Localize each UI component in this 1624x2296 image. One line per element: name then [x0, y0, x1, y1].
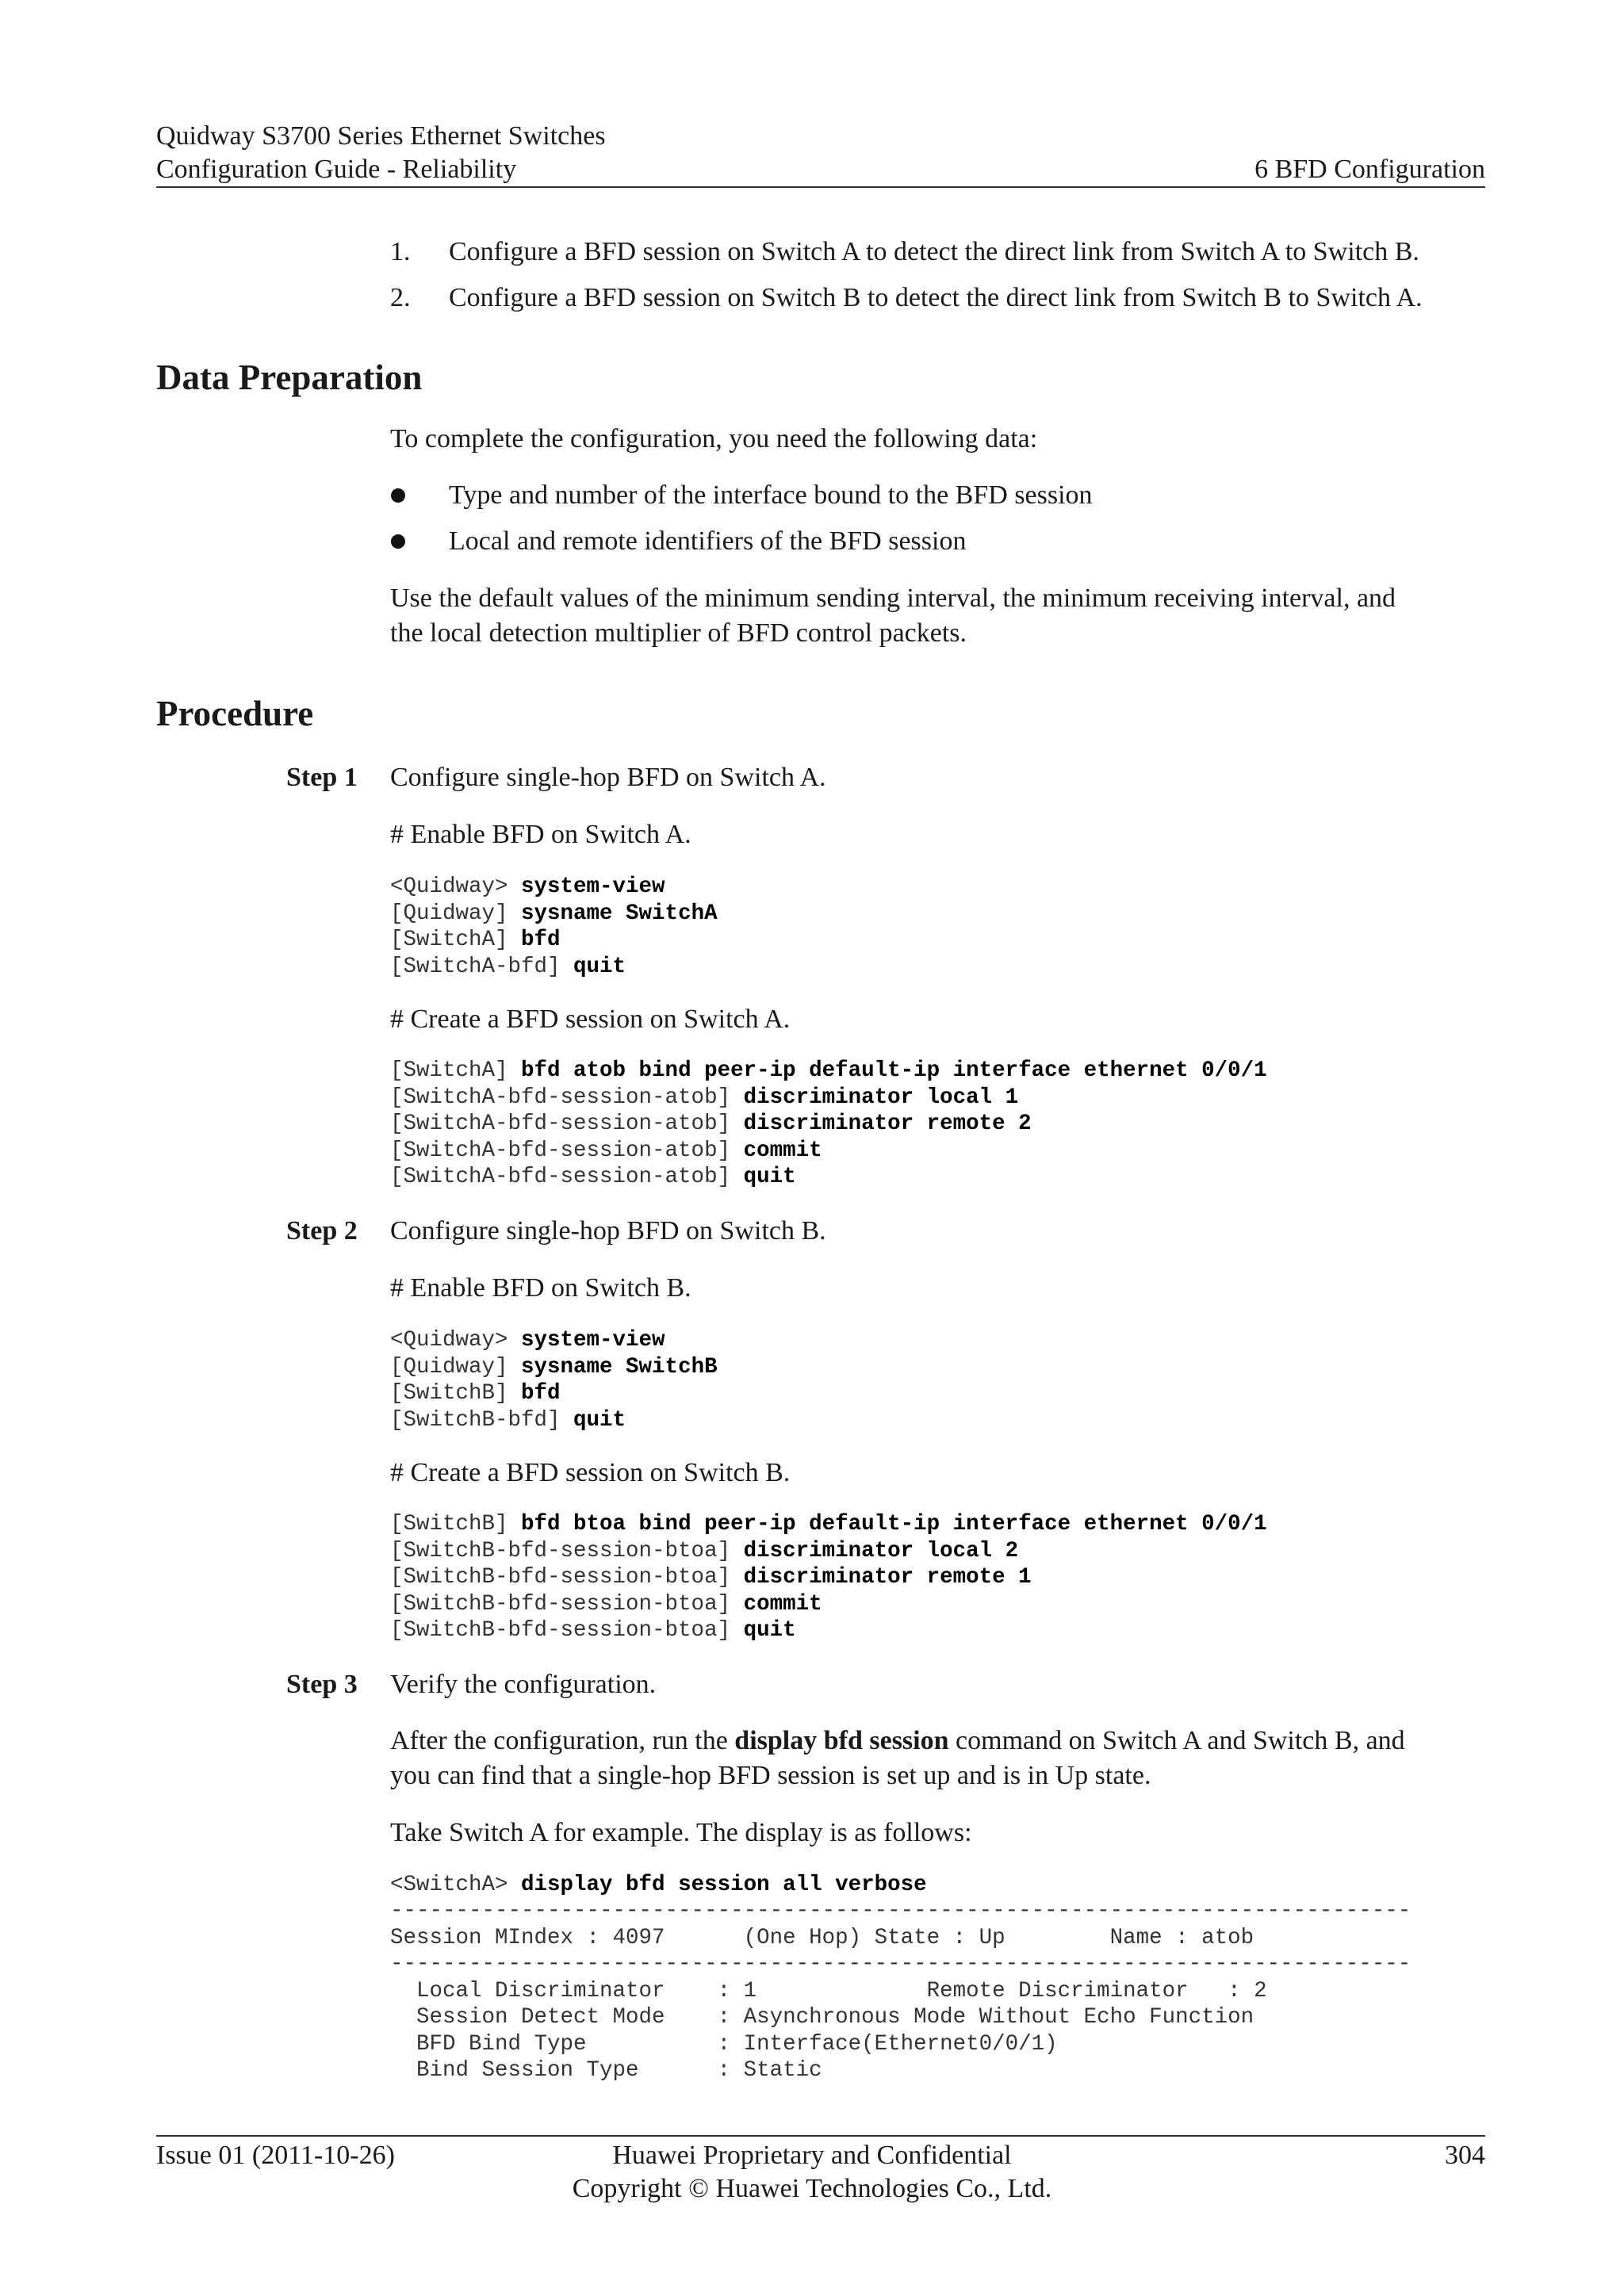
- code-prompt: <Quidway>: [390, 1328, 522, 1353]
- output-line: Local Discriminator : 1 Remote Discriminator : 2: [390, 1978, 1267, 2003]
- output-line: Bind Session Type : Static: [390, 2058, 822, 2083]
- code-command: quit: [573, 954, 626, 979]
- bullet-icon: [391, 534, 405, 549]
- step3-title: Verify the configuration.: [390, 1670, 657, 1699]
- procedure-heading: Procedure: [156, 694, 314, 733]
- footer-copyright: Copyright © Huawei Technologies Co., Ltd.: [572, 2174, 1052, 2203]
- data-prep-bullet-2: Local and remote identifiers of the BFD session: [449, 526, 967, 556]
- step3-para1-line2: you can find that a single-hop BFD session is set up and is in Up state.: [390, 1761, 1151, 1790]
- code-prompt: [Quidway]: [390, 901, 522, 926]
- code-line: [390, 1138, 1267, 1165]
- step1-enable-comment: # Enable BFD on Switch A.: [390, 820, 691, 849]
- output-line: Session Detect Mode : Asynchronous Mode Without Echo Function: [390, 2005, 1254, 2030]
- code-line: [390, 1617, 1267, 1644]
- footer-issue: Issue 01 (2011-10-26): [156, 2141, 395, 2170]
- step3-para1-pre: After the configuration, run the: [390, 1726, 735, 1755]
- code-line: [390, 1407, 718, 1434]
- code-prompt: [SwitchA-bfd-session-atob]: [390, 1165, 744, 1189]
- code-command: commit: [743, 1138, 822, 1163]
- intro-item-1: Configure a BFD session on Switch A to detect the direct link from Switch A to Switch B.: [449, 237, 1419, 266]
- step3-label: Step 3: [286, 1670, 358, 1699]
- step2-enable-code: [390, 1327, 718, 1433]
- code-command: sysname SwitchB: [521, 1354, 718, 1380]
- code-prompt: [SwitchB-bfd-session-btoa]: [390, 1591, 744, 1617]
- code-prompt: [SwitchA]: [390, 928, 522, 952]
- code-command: sysname SwitchA: [521, 901, 718, 926]
- display-prompt: <SwitchA>: [390, 1873, 522, 1897]
- output-line: ------------------------------------------------------------------------------: [390, 1899, 1411, 1923]
- intro-item-2: Configure a BFD session on Switch B to detect the direct link from Switch B to Switch A.: [449, 283, 1423, 312]
- code-command: bfd: [521, 1381, 561, 1406]
- step2-label: Step 2: [286, 1216, 358, 1246]
- data-prep-note-line2: the local detection multiplier of BFD control packets.: [390, 618, 967, 648]
- data-prep-intro: To complete the configuration, you need the following data:: [390, 424, 1038, 453]
- step2-create-comment: # Create a BFD session on Switch B.: [390, 1458, 791, 1487]
- code-command: commit: [743, 1591, 822, 1617]
- code-prompt: [SwitchA-bfd]: [390, 954, 574, 979]
- step3-display-command: [390, 1872, 927, 1899]
- footer-confidential: Huawei Proprietary and Confidential: [612, 2141, 1012, 2170]
- code-line: [390, 1538, 1267, 1565]
- code-prompt: <Quidway>: [390, 874, 522, 899]
- code-prompt: [Quidway]: [390, 1354, 522, 1380]
- bullet-icon: [391, 488, 405, 503]
- footer-rule: [156, 2135, 1485, 2137]
- code-line: [390, 1164, 1267, 1191]
- step1-label: Step 1: [286, 763, 358, 792]
- data-prep-note-line1: Use the default values of the minimum sending interval, the minimum receiving interval, and: [390, 584, 1396, 613]
- code-command: bfd: [521, 928, 561, 952]
- step1-create-comment: # Create a BFD session on Switch A.: [390, 1004, 791, 1034]
- step1-create-code: [390, 1058, 1267, 1191]
- header-product: Quidway S3700 Series Ethernet Switches: [156, 121, 606, 151]
- code-command: discriminator local 2: [743, 1538, 1019, 1563]
- code-command: bfd btoa bind peer-ip default-ip interface ethernet 0/0/1: [521, 1512, 1267, 1536]
- code-prompt: [SwitchA-bfd-session-atob]: [390, 1085, 744, 1110]
- code-line: [390, 1111, 1267, 1138]
- code-prompt: [SwitchA-bfd-session-atob]: [390, 1138, 744, 1163]
- step3-para2: Take Switch A for example. The display is as follows:: [390, 1818, 972, 1847]
- code-command: discriminator remote 2: [743, 1112, 1032, 1136]
- code-prompt: [SwitchB-bfd-session-btoa]: [390, 1618, 744, 1643]
- code-prompt: [SwitchA]: [390, 1058, 522, 1083]
- code-line: [390, 901, 718, 928]
- code-line: [390, 1085, 1267, 1112]
- code-line: [390, 1511, 1267, 1538]
- display-bfd-session-command: display bfd session: [734, 1726, 949, 1755]
- footer-page-number: 304: [1445, 2141, 1485, 2170]
- code-command: discriminator remote 1: [743, 1565, 1032, 1590]
- code-line: [390, 1564, 1267, 1591]
- code-line: [390, 927, 718, 954]
- step2-title: Configure single-hop BFD on Switch B.: [390, 1216, 826, 1246]
- code-prompt: [SwitchB]: [390, 1381, 522, 1406]
- output-line: Session MIndex : 4097 (One Hop) State : Up Name : atob: [390, 1925, 1254, 1950]
- header-rule: [156, 186, 1485, 188]
- code-line: [390, 874, 718, 901]
- code-prompt: [SwitchA-bfd-session-atob]: [390, 1112, 744, 1136]
- code-prompt: [SwitchB-bfd-session-btoa]: [390, 1565, 744, 1590]
- step3-para1-post: command on Switch A and Switch B, and: [948, 1726, 1405, 1755]
- code-prompt: [SwitchB-bfd-session-btoa]: [390, 1538, 744, 1563]
- intro-num-1: 1.: [390, 237, 411, 266]
- step2-create-code: [390, 1511, 1267, 1644]
- code-line: [390, 954, 718, 981]
- code-command: quit: [743, 1618, 796, 1643]
- data-prep-bullet-1: Type and number of the interface bound to the BFD session: [449, 480, 1093, 510]
- header-guide: Configuration Guide - Reliability: [156, 155, 517, 184]
- output-line: ------------------------------------------------------------------------------: [390, 1952, 1411, 1976]
- header-chapter: 6 BFD Configuration: [1254, 155, 1485, 184]
- code-command: quit: [743, 1165, 796, 1189]
- step1-enable-code: [390, 874, 718, 980]
- code-command: system-view: [521, 874, 665, 899]
- code-prompt: [SwitchB]: [390, 1512, 522, 1536]
- code-line: [390, 1380, 718, 1407]
- display-cmd: display bfd session all verbose: [521, 1873, 927, 1897]
- step3-para1-line1: [390, 1724, 1405, 1758]
- code-command: system-view: [521, 1328, 665, 1353]
- step3-display-output: [390, 1898, 1411, 2084]
- code-prompt: [SwitchB-bfd]: [390, 1407, 574, 1433]
- code-command: bfd atob bind peer-ip default-ip interface ethernet 0/0/1: [521, 1058, 1267, 1083]
- step2-enable-comment: # Enable BFD on Switch B.: [390, 1273, 691, 1303]
- code-command: quit: [573, 1407, 626, 1433]
- step1-title: Configure single-hop BFD on Switch A.: [390, 763, 826, 792]
- code-line: [390, 1327, 718, 1354]
- output-line: BFD Bind Type : Interface(Ethernet0/0/1): [390, 2031, 1058, 2057]
- code-command: discriminator local 1: [743, 1085, 1019, 1110]
- intro-num-2: 2.: [390, 283, 411, 312]
- data-preparation-heading: Data Preparation: [156, 358, 423, 397]
- code-line: [390, 1591, 1267, 1618]
- code-line: [390, 1354, 718, 1381]
- code-line: [390, 1058, 1267, 1085]
